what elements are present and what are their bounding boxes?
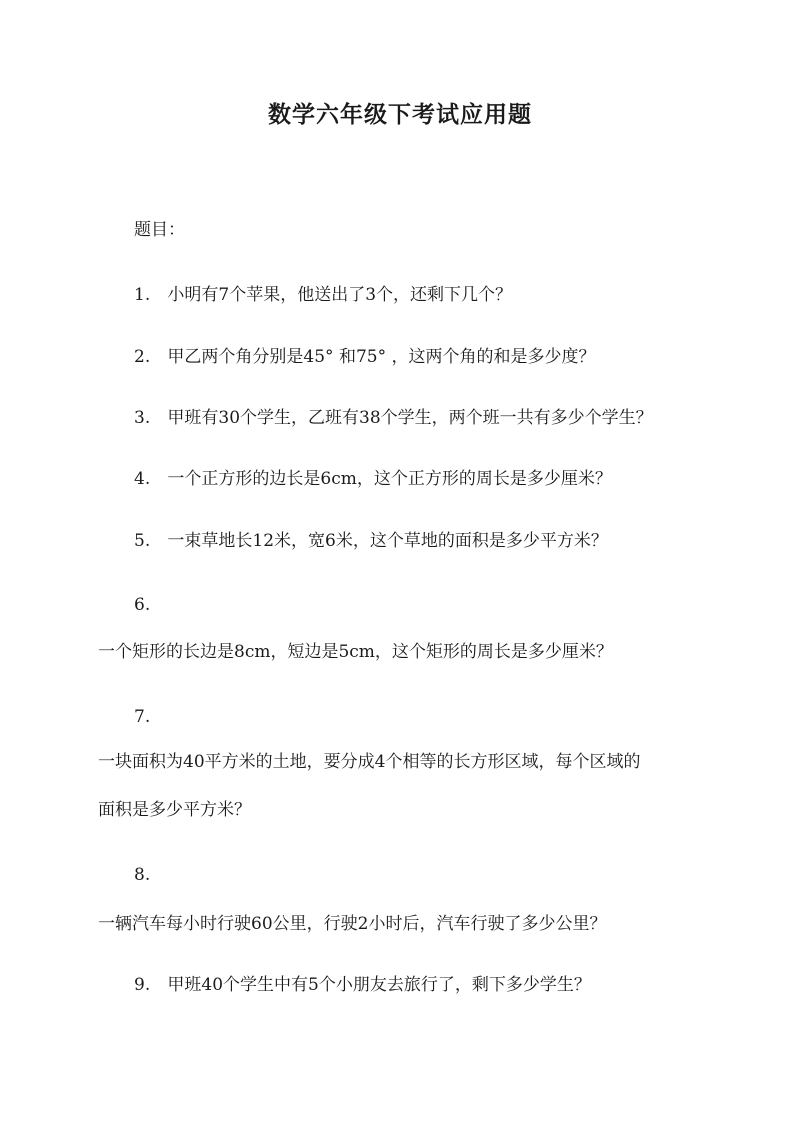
question-5 bbox=[134, 529, 608, 553]
document-title: 数学六年级下考试应用题 bbox=[268, 101, 532, 128]
question-3 bbox=[134, 406, 653, 430]
question-4 bbox=[134, 467, 612, 491]
question-number: 2. bbox=[134, 347, 151, 367]
question-number: 1. bbox=[134, 285, 151, 305]
question-7-number: 7. bbox=[134, 707, 151, 727]
question-text: 一束草地长12米，宽6米，这个草地的面积是多少平方米？ bbox=[167, 531, 608, 551]
question-8-text: 一辆汽车每小时行驶60公里，行驶2小时后，汽车行驶了多少公里？ bbox=[98, 914, 607, 934]
question-number: 3. bbox=[134, 408, 151, 428]
question-text: 甲班40个学生中有5个小朋友去旅行了，剩下多少学生？ bbox=[167, 975, 591, 995]
question-6-number: 6. bbox=[134, 595, 151, 615]
question-number: 5. bbox=[134, 531, 151, 551]
question-7-text-line-1: 一块面积为40平方米的土地，要分成4个相等的长方形区域，每个区域的 bbox=[98, 752, 641, 772]
question-2 bbox=[134, 345, 595, 369]
question-9 bbox=[134, 973, 591, 997]
question-text: 小明有7个苹果，他送出了3个，还剩下几个？ bbox=[167, 285, 513, 305]
question-text: 一个正方形的边长是6cm，这个正方形的周长是多少厘米？ bbox=[167, 469, 612, 489]
question-8-number: 8. bbox=[134, 865, 151, 885]
question-text: 甲乙两个角分别是45° 和75° ，这两个角的和是多少度？ bbox=[167, 347, 596, 367]
intro-label: 题目： bbox=[134, 220, 185, 240]
question-6-text: 一个矩形的长边是8cm，短边是5cm，这个矩形的周长是多少厘米？ bbox=[98, 642, 613, 662]
question-text: 甲班有30个学生，乙班有38个学生，两个班一共有多少个学生？ bbox=[167, 408, 653, 428]
question-number: 9. bbox=[134, 975, 151, 995]
question-number: 4. bbox=[134, 469, 151, 489]
question-7-text-line-2: 面积是多少平方米？ bbox=[98, 800, 251, 820]
question-1 bbox=[134, 283, 512, 307]
